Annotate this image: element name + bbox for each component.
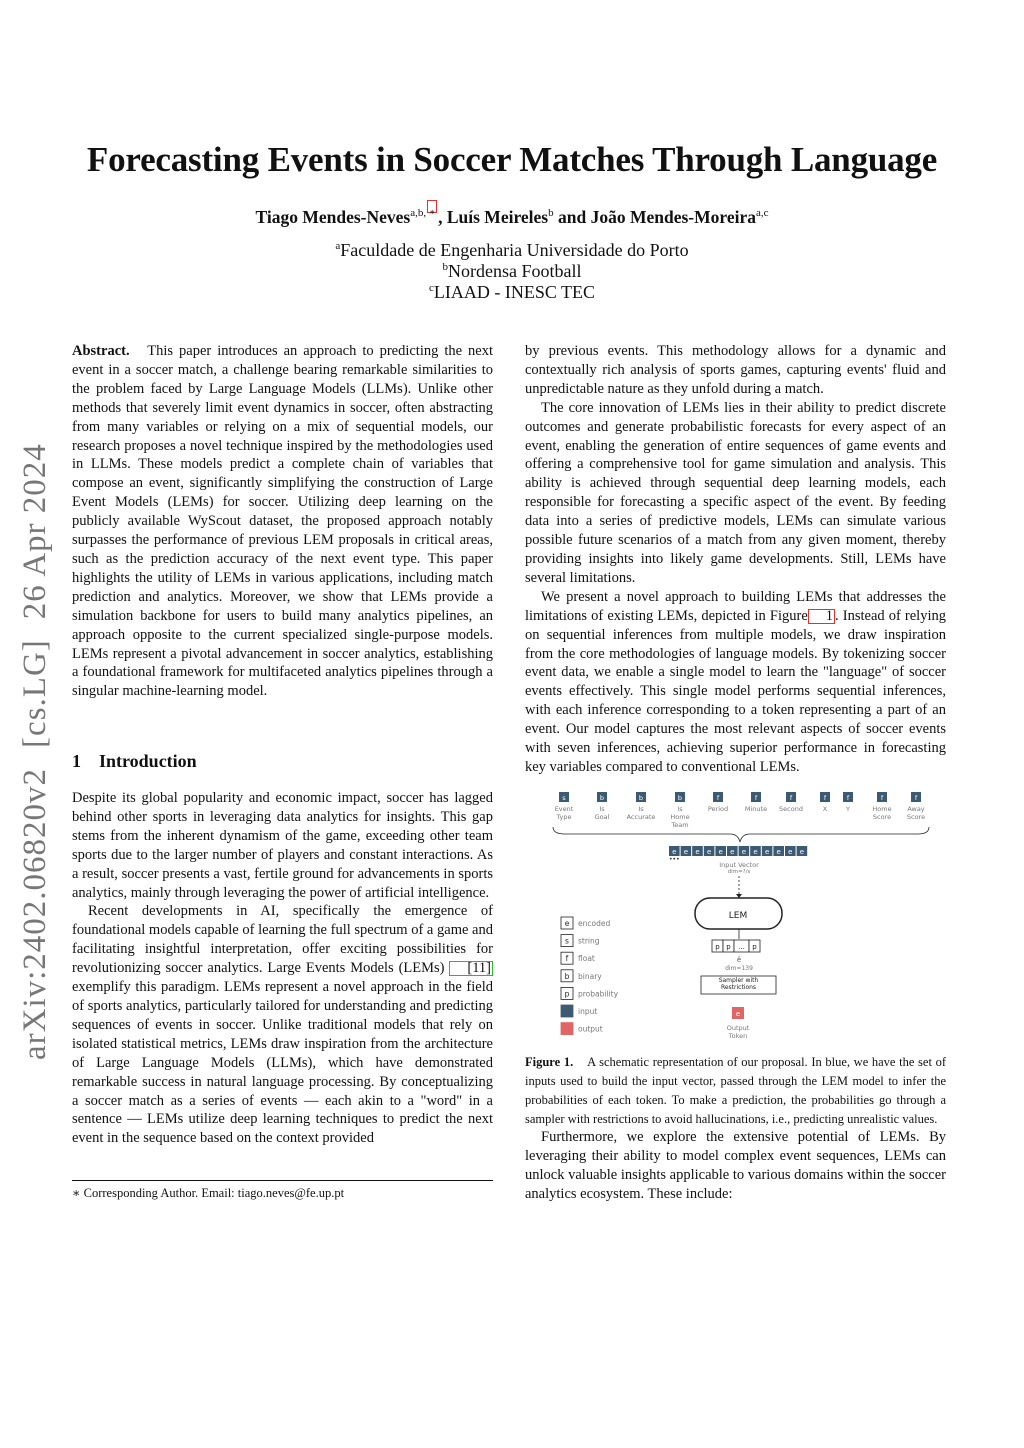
input-token-type: f — [914, 794, 918, 802]
section-heading-introduction: 1 Introduction — [72, 751, 197, 771]
vector-cell-letter: e — [799, 848, 805, 856]
intro-text — [72, 789, 493, 1148]
prob-cell-letter: ... — [738, 943, 745, 951]
paragraph-furthermore: Furthermore, we explore the extensive potential of LEMs. By leveraging their ability to model complex event sequences, LEMs can unlock valuable insights applicable to various domains within the soccer analytics ecosystem. These include: — [525, 1129, 946, 1202]
input-token-1 — [595, 792, 610, 821]
input-token-type: f — [789, 794, 793, 802]
input-token-5 — [745, 792, 767, 813]
vector-cell-letter: e — [753, 848, 758, 856]
sampler-label: Sampler with Restrictions — [718, 977, 759, 991]
figure-caption: Figure 1. A schematic representation of our proposal. In blue, we have the set of inputs used to build the input vector, passed through the LEM model to infer the probabilities of each token. To make a prediction, the probabilities go through a sampler with restrictions to avoid hallucinations, i.e., predicting unrealistic values. — [525, 1055, 946, 1126]
legend-tag: s — [565, 936, 569, 946]
arxiv-identifier[interactable]: arXiv:2402.06820v2[cs.LG]26 Apr 2024 — [17, 443, 53, 1060]
intro-paragraph-2: Recent developments in AI, specifically the emergence of foundational models capable of learning the full spectrum of a game and facilitating insightful interpretation, offer exciting possibilities for revolutionizing soccer analytics. Large Events Models (LEMs) [11] exemplify this paradigm. LEMs represent a novel approach in the field of sports analytics, particularly tailored for understanding and predicting sequences of events in soccer. Unlike traditional models that rely on isolated statistical metrics, LEMs draw inspiration from the architecture of Large Language Models (LLMs), which have demonstrated remarkable success in natural language processing. By conceptualizing a soccer match as a series of events — each akin to a "word" in a sentence — LEMs utilize deep learning techniques to predict the next event in the sequence based on the context provided — [72, 903, 493, 1147]
e-hat-label: ê — [736, 956, 742, 964]
output-dim-label: dim=139 — [725, 965, 753, 972]
legend-swatch — [561, 1023, 573, 1035]
vector-cell-letter: e — [776, 848, 781, 856]
input-label-word: Home — [670, 813, 690, 821]
author-1: Tiago Mendes-Neves — [255, 207, 411, 227]
legend-item-string — [561, 935, 600, 947]
input-token-type: s — [562, 794, 566, 802]
paragraph-novel-approach: We present a novel approach to building LEMs that addresses the limitations of existing LEMs, depicted in Figure 1 . Instead of relying on sequential inferences from multiple models, we draw inspiration from the core methodologies of language models. By tokenizing soccer event data, we enable a single model to learn the "language" of soccer events effectively. This single model performs sequential inferences, with each inference corresponding to a token representing a part of an event. Our model captures the most relevant aspects of soccer events with seven inferences, achieving superior performance in forecasting key variables compared to conventional LEMs. — [525, 588, 946, 775]
input-token-type: f — [754, 794, 758, 802]
legend-item-encoded — [561, 917, 610, 929]
input-label-word: Is — [638, 805, 644, 813]
legend-item-float — [561, 952, 595, 964]
figure-1 — [525, 790, 946, 1045]
author-1-affil: a,b, — [410, 207, 427, 220]
lem-label: LEM — [728, 911, 748, 921]
input-token-type: b — [677, 794, 683, 802]
legend-item-input — [561, 1005, 597, 1017]
input-label-word: Score — [872, 813, 892, 821]
paragraph-continued: by previous events. This methodology allows for a dynamic and contextually rich analysis of sports games, capturing events' fluid and unpredictable nature as they unfold during a match. — [525, 343, 946, 397]
legend-label: input — [578, 1007, 598, 1016]
legend-item-binary — [561, 970, 602, 982]
input-label-word: Home — [872, 805, 892, 813]
input-token-type: f — [880, 794, 884, 802]
input-token-7 — [820, 792, 830, 813]
legend-label: string — [578, 936, 600, 946]
input-brace — [553, 827, 929, 842]
legend-item-output — [561, 1023, 603, 1035]
affiliation-c: $^c$LIAAD - INESC TEC — [428, 282, 596, 302]
input-token-9 — [872, 792, 891, 821]
author-2-affil: b — [548, 207, 554, 220]
author-3-affil: a,c — [756, 207, 769, 220]
input-label-word: Is — [599, 805, 605, 813]
input-token-0 — [555, 792, 574, 821]
lem-schematic — [525, 790, 946, 1045]
legend-label: binary — [578, 971, 602, 981]
input-label-word: Minute — [744, 805, 768, 813]
output-token-letter: e — [735, 1010, 741, 1018]
paragraph-core-innovation: The core innovation of LEMs lies in their ability to predict discrete outcomes and generate probabilistic forecasts for every aspect of an event, enabling the generation of entire sequences of game events and offering a comprehensive tool for game simulation and analysis. This ability is achieved through sequential deep learning models, each responsible for forecasting a specific aspect of the event. By feeding data into a series of predictive models, LEMs can simulate various possible future scenarios of a match from any given moment, thereby providing insights into likely game developments. Still, LEMs have several limitations. — [525, 399, 946, 586]
footnote: ∗ Corresponding Author. Email: tiago.neves@fe.up.pt — [72, 1186, 345, 1200]
figure-reference-link[interactable]: 1 — [808, 609, 835, 624]
author-2: , Luís Meireles — [438, 207, 549, 227]
input-label-word: Score — [906, 813, 926, 821]
legend-tag: b — [564, 971, 570, 981]
input-label-word: Period — [707, 805, 729, 813]
input-token-6 — [779, 792, 803, 813]
corresponding-author-link[interactable]: ∗ — [427, 200, 437, 213]
right-column-text — [525, 342, 946, 777]
citation-link[interactable]: [11] — [449, 961, 493, 976]
prob-cell-letter: p — [715, 943, 720, 951]
legend-swatch — [561, 1005, 573, 1017]
output-token-label-1: Output — [726, 1024, 750, 1032]
intro-paragraph-1: Despite its global popularity and economic impact, soccer has lagged behind other sports in leveraging data analytics for insights. This gap stems from the inherent dynamism of the game, exceeding other team sports due to the larger number of players and constant interactions. As a result, soccer presents a vast, fertile ground for advancements in sports analytics, mainly through leveraging the power of artificial intelligence. — [72, 790, 493, 901]
vector-cell-letter: e — [788, 848, 793, 856]
input-label-word: Accurate — [626, 813, 656, 821]
input-token-type: b — [599, 794, 605, 802]
input-vector-dots: ••• — [669, 856, 680, 863]
vector-cell-letter: e — [741, 848, 747, 856]
input-label-word: Team — [671, 821, 689, 829]
legend-label: output — [578, 1024, 603, 1034]
affiliation-a: $^a$Faculdade de Engenharia Universidade do Porto — [335, 240, 689, 260]
input-token-3 — [670, 792, 689, 829]
prob-cell-letter: p — [726, 943, 731, 951]
vector-cell-letter: e — [683, 848, 689, 856]
prob-cell-letter: p — [752, 943, 757, 951]
legend-label: float — [578, 954, 595, 964]
input-label-word: Is — [677, 805, 683, 813]
legend-tag: p — [564, 989, 570, 999]
input-label-word: Second — [779, 805, 803, 813]
input-token-type: f — [846, 794, 850, 802]
input-label-word: Event — [554, 805, 574, 813]
input-label-word: X — [822, 805, 828, 813]
legend-tag: f — [565, 954, 569, 964]
vector-cell-letter: e — [672, 848, 677, 856]
input-token-type: f — [716, 794, 720, 802]
legend-label: probability — [578, 989, 619, 999]
output-token-label-2: Token — [728, 1032, 748, 1040]
input-label-word: Away — [907, 805, 925, 813]
author-list — [0, 200, 1024, 228]
input-token-4 — [708, 792, 728, 813]
vector-cell-letter: e — [695, 848, 700, 856]
footnote-rule — [72, 1180, 493, 1181]
vector-cell-letter: e — [706, 848, 712, 856]
input-vector-dim: dim=?/s — [727, 869, 751, 875]
paper-title: Forecasting Events in Soccer Matches Through Language — [86, 140, 938, 179]
legend-tag: e — [564, 919, 570, 928]
input-label-word: Type — [556, 813, 572, 821]
input-token-type: f — [823, 794, 827, 802]
abstract: Abstract. This paper introduces an approach to predicting the next event in a soccer match, a challenge bearing remarkable similarities to the problem faced by Large Language Models (LLMs). Unlike other methods that severely limit event dynamics in soccer, often abstracting from many variables or relying on a mix of sequential models, our research proposes a novel technique inspired by the methodologies used in LLMs. These models predict a complete chain of variables that compose an event, significantly simplifying the construction of Large Event Models (LEMs) for soccer. Utilizing deep learning on the publicly available WyScout dataset, the proposed approach notably surpasses the performance of previous LEM proposals in critical areas, such as the prediction accuracy of the next event type. This paper highlights the utility of LEMs in various applications, including match prediction and analytics. Moreover, we show that LEMs provide a simulation backbone for users to build many analytics pipelines, an approach opposite to the current specialized single-purpose models. LEMs represent a pivotal advancement in soccer analytics, establishing a foundational framework for multifaceted analytics pipelines through a singular machine-learning model. — [72, 343, 493, 700]
input-token-2 — [627, 792, 656, 821]
vector-cell-letter: e — [730, 848, 735, 856]
input-label-word: Y — [846, 805, 850, 813]
input-vector-label: Input Vector — [719, 861, 759, 869]
input-token-10 — [907, 792, 925, 821]
legend-label: encoded — [578, 919, 611, 928]
author-3: and João Mendes-Moreira — [553, 207, 756, 227]
affiliation-b: $^b$Nordensa Football — [442, 261, 582, 281]
input-token-type: b — [638, 794, 644, 802]
input-label-word: Goal — [594, 813, 610, 821]
vector-cell-letter: e — [718, 848, 723, 856]
legend-item-probability — [561, 987, 619, 999]
input-token-8 — [843, 792, 853, 813]
vector-cell-letter: e — [764, 848, 770, 856]
